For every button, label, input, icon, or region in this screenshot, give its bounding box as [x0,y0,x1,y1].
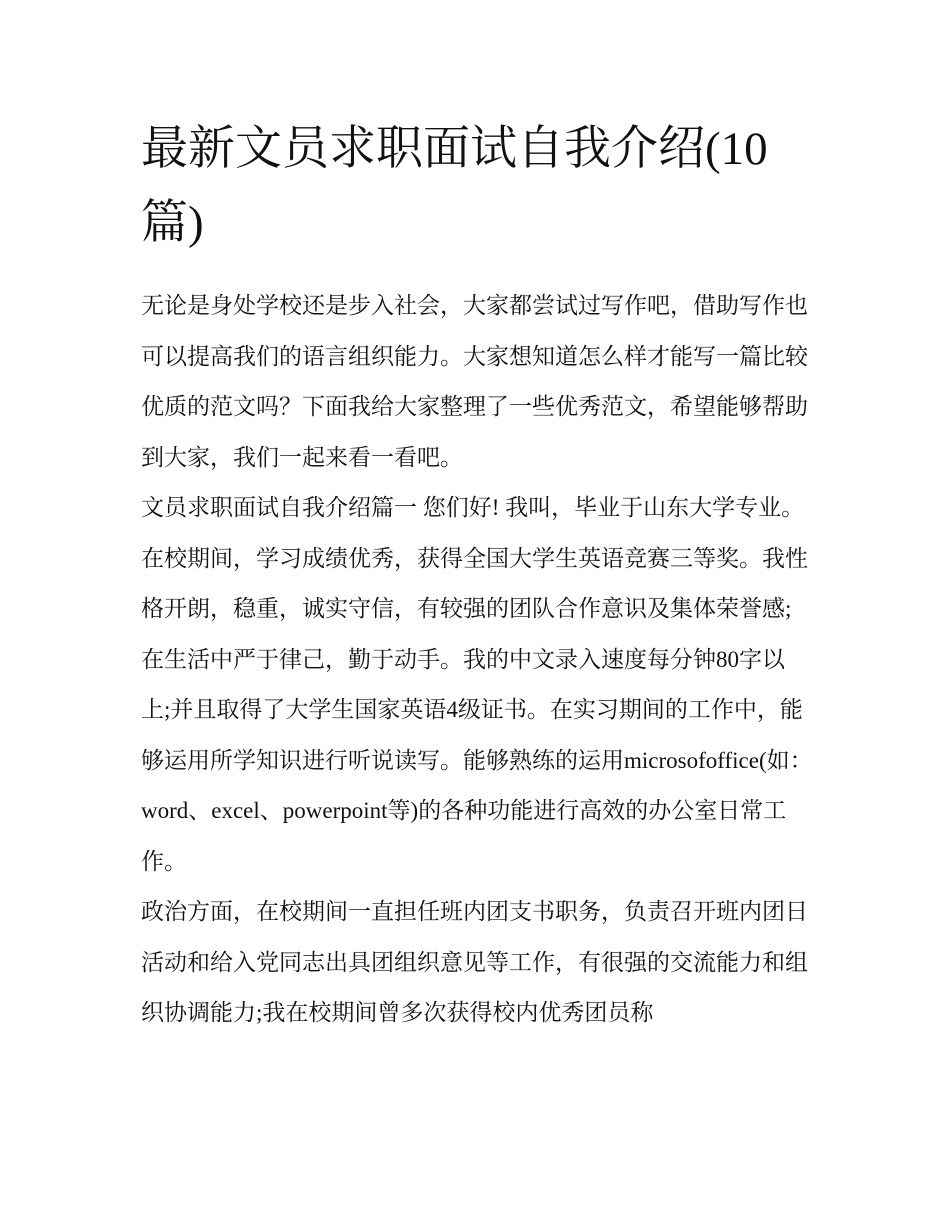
section-one-heading-paragraph: 文员求职面试自我介绍篇一 您们好! 我叫，毕业于山东大学专业。 [141,495,805,520]
document-title: 最新文员求职面试自我介绍(10篇) [141,123,768,249]
school-performance-paragraph: 在校期间，学习成绩优秀，获得全国大学生英语竞赛三等奖。我性格开朗，稳重，诚实守信，有较强的团队合作意识及集体荣誉感;在生活中严于律己，勤于动手。我的中文录入速度每分钟80字以上;并且取得了大学生国家英语4级证书。在实习期间的工作中，能够运用所学知识进行听说读写。能够熟练的运用microsofoffice(如：word、excel、powerpoint等)的各种功能进行高效的办公室日常工作。 [141,545,813,874]
political-aspect-paragraph: 政治方面，在校期间一直担任班内团支书职务，负责召开班内团日活动和给入党同志出具团组织意见等工作，有很强的交流能力和组织协调能力;我在校期间曾多次获得校内优秀团员称 [141,899,808,1025]
intro-paragraph: 无论是身处学校还是步入社会，大家都尝试过写作吧，借助写作也可以提高我们的语言组织能力。大家想知道怎么样才能写一篇比较优质的范文吗？下面我给大家整理了一些优秀范文，希望能够帮助到大家，我们一起来看一看吧。 [141,293,808,470]
document-body [141,112,813,1039]
